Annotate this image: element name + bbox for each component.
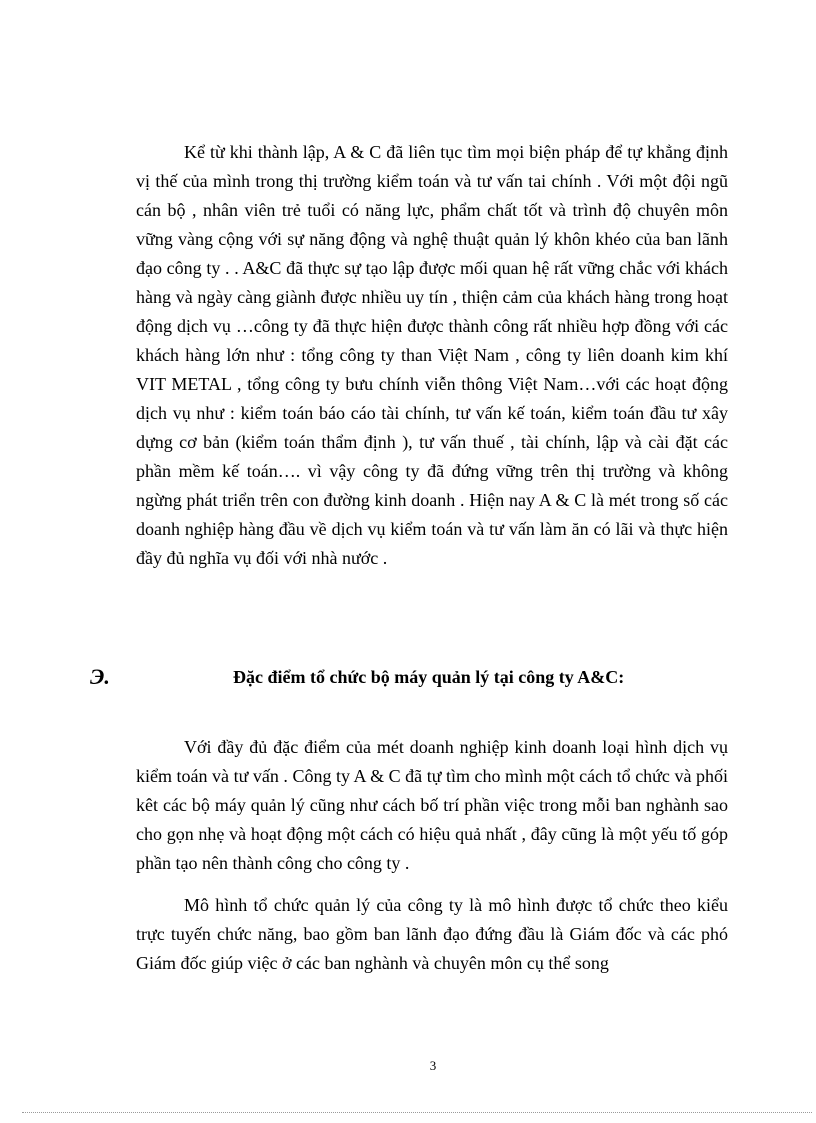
page-number: 3 bbox=[429, 1058, 437, 1073]
section-title: Đặc điểm tổ chức bộ máy quản lý tại công ty A&C: bbox=[233, 667, 625, 687]
section-number: Э. bbox=[90, 664, 110, 689]
page-bottom-divider bbox=[22, 1112, 812, 1113]
section-heading bbox=[0, 665, 816, 689]
paragraph-management-model: Mô hình tổ chức quản lý của công ty là mô hình được tổ chức theo kiểu trực tuyến chức năng, bao gồm ban lãnh đạo đứng đầu là Giám đốc và các phó Giám đốc giúp việc ở các ban nghành và chuyên môn cụ thể song bbox=[136, 895, 728, 973]
paragraph-company-achievements: Kể từ khi thành lập, A & C đã liên tục tìm mọi biện pháp để tự khẳng định vị thế của mình trong thị trường kiểm toán và tư vấn tai chính . Với một đội ngũ cán bộ , nhân viên trẻ tuổi có năng lực, phẩm chất tốt và trình độ chuyên môn vững vàng cộng với sự năng động và nghệ thuật quản lý khôn khéo của ban lãnh đạo công ty . . A&C đã thực sự tạo lập được mối quan hệ rất vững chắc với khách hàng và ngày càng giành được nhiều uy tín , thiện cảm của khách hàng trong hoạt động dịch vụ …công ty đã thực hiện được thành công rất nhiều hợp đồng với các khách hàng lớn như : tổng công ty than Việt Nam , công ty liên doanh kim khí VIT METAL , tổng công ty bưu chính viễn thông Việt Nam…với các hoạt động dịch vụ như : kiểm toán báo cáo tài chính, tư vấn kế toán, kiểm toán đầu tư xây dựng cơ bản (kiểm toán thẩm định ), tư vấn thuế , tài chính, lập và cài đặt các phần mềm kế toán…. vì vậy công ty đã đứng vững trên thị trường và không ngừng phát triển trên con đường kinh doanh . Hiện nay A & C là mét trong số các doanh nghiệp hàng đầu về dịch vụ kiểm toán và tư vấn làm ăn có lãi và thực hiện đầy đủ nghĩa vụ đối với nhà nước . bbox=[136, 142, 728, 568]
paragraph-organization-overview: Với đầy đủ đặc điểm của mét doanh nghiệp kinh doanh loại hình dịch vụ kiểm toán và tư vấn . Công ty A & C đã tự tìm cho mình một cách tổ chức và phối kêt các bộ máy quản lý cũng như cách bố trí phần việc trong mỗi ban nghành sao cho gọn nhẹ và hoạt động một cách có hiệu quả nhất , đây cũng là một yếu tố góp phần tạo nên thành công cho công ty . bbox=[136, 737, 728, 873]
